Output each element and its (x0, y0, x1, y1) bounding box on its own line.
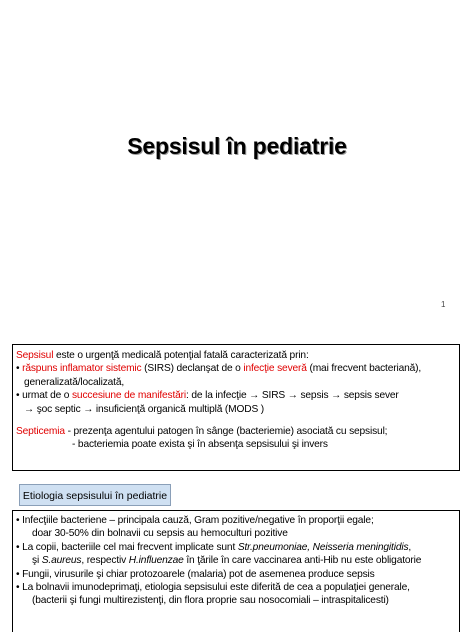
definition-text: - prezenţa agentului patogen în sânge (bacteriemie) asociată cu sepsisul; (64, 426, 388, 438)
succession-term: succesiune de manifestări (71, 390, 187, 402)
definition-text: este o urgenţă medicală potenţial fatală caracterizată prin: (53, 350, 309, 361)
etiology-text: şi (32, 555, 42, 567)
etiology-box (12, 510, 460, 632)
etiology-line-2: doar 30-50% din bolnavii cu sepsis au hemoculturi pozitive (32, 528, 288, 540)
etiology-text: • La copii, bacteriile cel mai frecvent implicate sunt (16, 541, 238, 553)
definition-text: • urmat de o (16, 390, 72, 402)
etiology-line-4 (16, 554, 459, 567)
definition-line-5: → şoc septic → insuficienţă organică multiplă (MODS ) (24, 403, 265, 415)
sirs-term: răspuns inflamator sistemic (22, 363, 142, 375)
etiology-line-6: • La bolnavii imunodeprimaţi, etiologia sepsisului este diferită de cea a populaţiei generale, (16, 582, 410, 594)
definition-line-6 (16, 425, 459, 438)
content-slide (0, 330, 474, 632)
pathogen-saureus: S.aureus (41, 555, 82, 567)
etiology-heading: Etiologia sepsisului în pediatrie (19, 484, 171, 506)
etiology-line-3 (16, 541, 459, 554)
pathogen-hinfluenzae: H.influenzae (128, 555, 184, 567)
definition-box (12, 344, 460, 471)
pathogen-names: Str.pneumoniae, Neisseria meningitidis (237, 541, 409, 553)
severe-infection-term: infecţie severă (243, 363, 307, 375)
slide-title: Sepsisul în pediatrie (127, 133, 347, 159)
definition-text: (mai frecvent bacteriană), (306, 363, 422, 375)
definition-line-4 (16, 389, 459, 402)
definition-text: (SIRS) declanşat de o (141, 363, 244, 375)
definition-line-2 (16, 362, 459, 375)
definition-line-7: - bacteriemia poate exista şi în absenţa sepsisului şi invers (72, 439, 328, 451)
etiology-text: în ţările în care vaccinarea anti-Hib nu este obligatorie (183, 555, 422, 567)
definition-line-1 (16, 349, 459, 362)
etiology-line-7: (bacterii şi fungi multirezistenţi, din flora proprie sau nosocomiali – intraspitalicesti) (32, 595, 389, 607)
septicemia-term: Septicemia (16, 426, 65, 438)
etiology-line-1: • Infecţiile bacteriene – principala cauză, Gram pozitive/negative în proporţii egale; (16, 515, 374, 526)
etiology-text: , respectiv (81, 555, 129, 567)
etiology-text: , (408, 541, 412, 553)
spacer (16, 416, 459, 425)
definition-line-3: generalizată/localizată, (24, 376, 125, 388)
etiology-line-5: • Fungii, virusurile şi chiar protozoarele (malaria) pot de asemenea produce sepsis (16, 568, 375, 580)
sepsis-term: Sepsisul (16, 350, 54, 361)
page-number: 1 (441, 300, 446, 309)
definition-text: : de la infecţie → SIRS → sepsis → sepsis sever (186, 390, 399, 402)
bullet: • (16, 363, 23, 375)
